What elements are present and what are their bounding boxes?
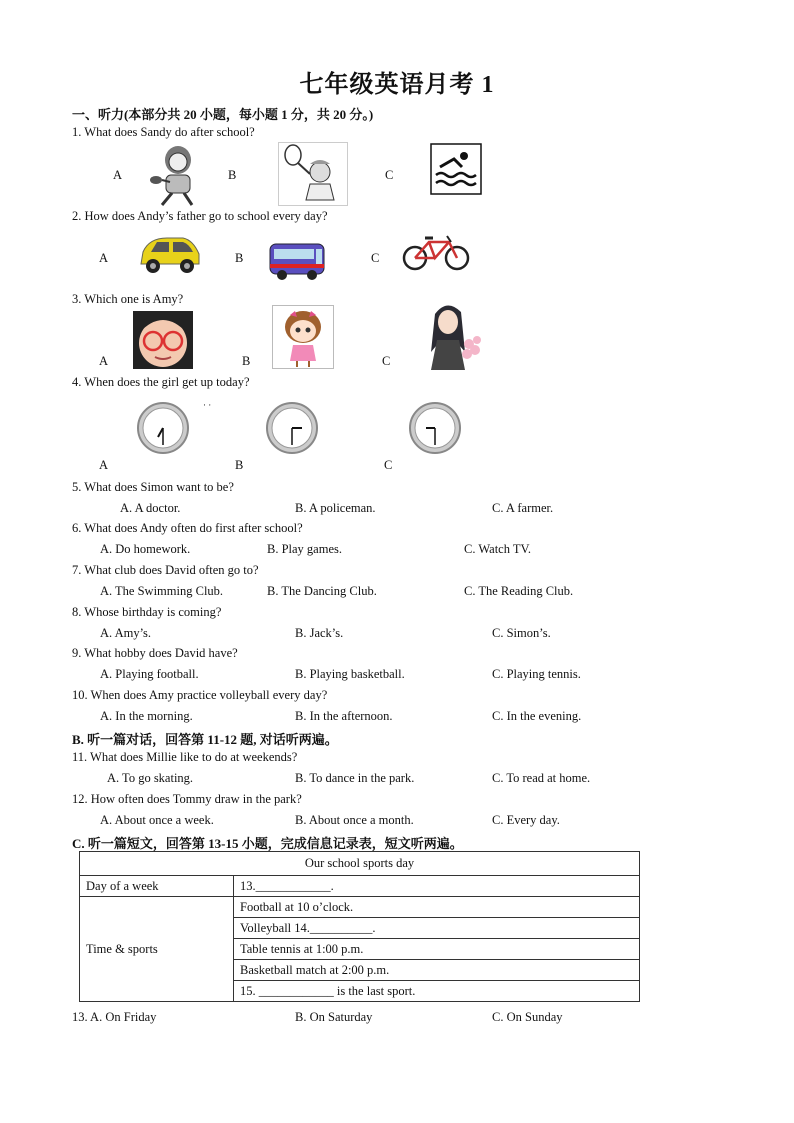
q6-option-b: B. Play games. [267, 542, 342, 556]
q2-option-c-label: C [371, 251, 380, 265]
q1-option-b-label: B [228, 168, 237, 182]
q8-option-c: C. Simon’s. [492, 626, 551, 640]
ping-pong-player-picture [148, 142, 206, 208]
question-3: 3. Which one is Amy? [72, 292, 184, 306]
q9-option-a: A. Playing football. [100, 667, 199, 681]
table-item: Volleyball 14.__________. [234, 918, 640, 939]
tennis-player-picture [278, 142, 348, 206]
sports-day-table [79, 851, 640, 1002]
q3-option-b-label: B [242, 354, 251, 368]
table-item: Table tennis at 1:00 p.m. [234, 939, 640, 960]
table-header: Our school sports day [80, 852, 640, 876]
swimming-sign-picture [430, 143, 482, 195]
table-day-value: 13.____________. [234, 876, 640, 897]
question-6: 6. What does Andy often do first after school? [72, 521, 303, 535]
question-1: 1. What does Sandy do after school? [72, 125, 255, 139]
q11-option-c: C. To read at home. [492, 771, 591, 785]
question-2: 2. How does Andy’s father go to school every day? [72, 209, 328, 223]
question-9: 9. What hobby does David have? [72, 646, 238, 660]
section-c-heading: C. 听一篇短文，回答第 13-15 小题，完成信息记录表，短文听两遍。 [72, 836, 463, 851]
q11-option-a: A. To go skating. [107, 771, 194, 785]
q10-option-a: A. In the morning. [100, 709, 193, 723]
q10-option-c: C. In the evening. [492, 709, 582, 723]
q5-option-a: A. A doctor. [120, 501, 181, 515]
q3-option-a-label: A [99, 354, 109, 368]
q11-option-b: B. To dance in the park. [295, 771, 415, 785]
q1-option-a-label: A [113, 168, 123, 182]
q10-option-b: B. In the afternoon. [295, 709, 393, 723]
q2-option-a-label: A [99, 251, 109, 265]
question-5: 5. What does Simon want to be? [72, 480, 234, 494]
section-1-heading: 一、听力(本部分共 20 小题，每小题 1 分，共 20 分。) [72, 107, 374, 122]
question-4: 4. When does the girl get up today? [72, 375, 250, 389]
q9-option-b: B. Playing basketball. [295, 667, 405, 681]
q4-option-c-label: C [384, 458, 393, 472]
girl-with-glasses-picture [133, 311, 193, 369]
bus-picture [268, 240, 328, 282]
bicycle-picture [401, 232, 471, 272]
q7-option-a: A. The Swimming Club. [100, 584, 224, 598]
q3-option-c-label: C [382, 354, 391, 368]
anime-girl-with-flowers-picture [415, 300, 485, 370]
q12-option-c: C. Every day. [492, 813, 560, 827]
q8-option-b: B. Jack’s. [295, 626, 344, 640]
q9-option-c: C. Playing tennis. [492, 667, 581, 681]
table-day-label: Day of a week [80, 876, 234, 897]
q4-option-a-label: A [99, 458, 109, 472]
clock-a-icon [136, 401, 190, 455]
q6-option-c: C. Watch TV. [464, 542, 532, 556]
section-b-heading: B. 听一篇对话，回答第 11-12 题, 对话听两遍。 [72, 732, 338, 747]
table-item: Football at 10 o’clock. [234, 897, 640, 918]
q1-option-c-label: C [385, 168, 394, 182]
page-title: 七年级英语月考 1 [299, 72, 495, 98]
question-7: 7. What club does David often go to? [72, 563, 259, 577]
q13-option-b: B. On Saturday [295, 1010, 373, 1024]
question-12: 12. How often does Tommy draw in the park? [72, 792, 302, 806]
clock-b-icon [265, 401, 319, 455]
question-8: 8. Whose birthday is coming? [72, 605, 222, 619]
car-picture [137, 234, 203, 276]
q12-option-b: B. About once a month. [295, 813, 414, 827]
cartoon-girl-picture [272, 305, 334, 369]
q5-option-c: C. A farmer. [492, 501, 554, 515]
table-item: Basketball match at 2:00 p.m. [234, 960, 640, 981]
q5-option-b: B. A policeman. [295, 501, 376, 515]
q2-option-b-label: B [235, 251, 244, 265]
question-10: 10. When does Amy practice volleyball every day? [72, 688, 328, 702]
question-11: 11. What does Millie like to do at weekends? [72, 750, 298, 764]
q7-option-c: C. The Reading Club. [464, 584, 574, 598]
q12-option-a: A. About once a week. [100, 813, 214, 827]
q4-option-b-label: B [235, 458, 244, 472]
table-item: 15. ____________ is the last sport. [234, 981, 640, 1002]
q4-dots: · · [203, 400, 212, 410]
q7-option-b: B. The Dancing Club. [267, 584, 377, 598]
q6-option-a: A. Do homework. [100, 542, 191, 556]
clock-c-icon [408, 401, 462, 455]
q8-option-a: A. Amy’s. [100, 626, 152, 640]
q13-option-a: 13. A. On Friday [72, 1010, 157, 1024]
table-time-sports-label: Time & sports [80, 897, 234, 1002]
q13-option-c: C. On Sunday [492, 1010, 563, 1024]
